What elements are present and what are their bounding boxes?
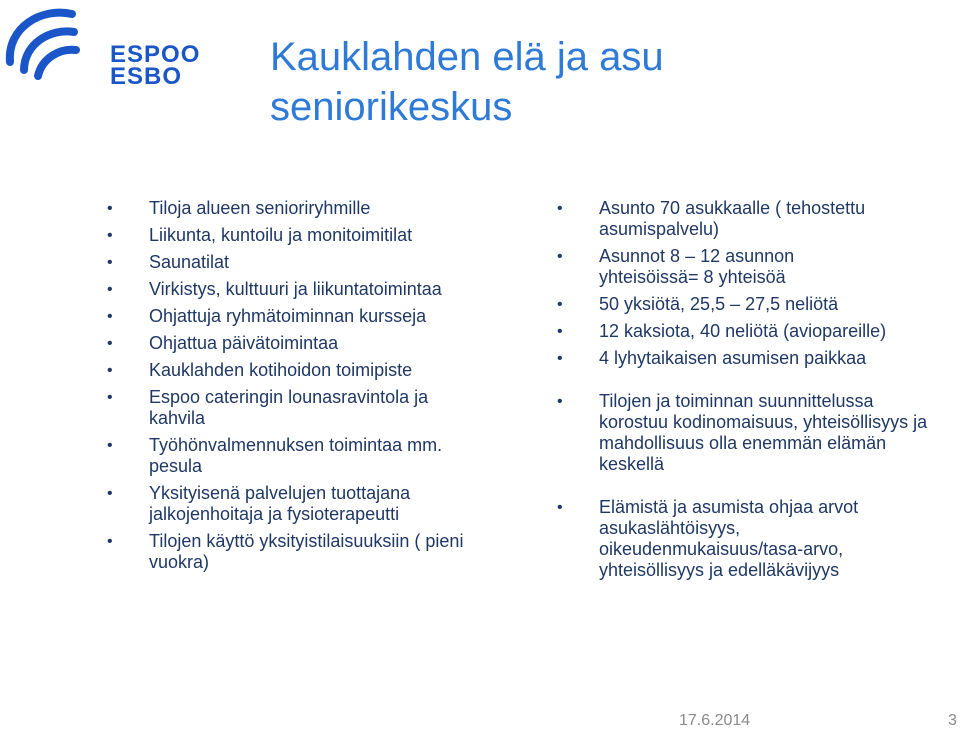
list-item: • Espoo cateringin lounasravintola ja kahvila (107, 387, 469, 429)
list-item: • 12 kaksiota, 40 neliötä (aviopareille) (557, 321, 952, 342)
list-item: • Kauklahden kotihoidon toimipiste (107, 360, 507, 381)
logo-line-espoo: ESPOO (110, 41, 201, 68)
list-item: • Ohjattua päivätoimintaa (107, 333, 507, 354)
list-item: • Saunatilat (107, 252, 507, 273)
list-item: • Tilojen käyttö yksityistilaisuuksiin ( pieni vuokra) (107, 531, 469, 573)
list-item: • Yksityisenä palvelujen tuottajana jalkojenhoitaja ja fysioterapeutti (107, 483, 479, 525)
list-item: • Liikunta, kuntoilu ja monitoimitilat (107, 225, 507, 246)
list-item: • Tiloja alueen senioriryhmille (107, 198, 507, 219)
list-item: • Ohjattuja ryhmätoiminnan kursseja (107, 306, 507, 327)
list-item: • 50 yksiötä, 25,5 – 27,5 neliötä (557, 294, 952, 315)
list-item: • Tilojen ja toiminnan suunnittelussa korostuu kodinomaisuus, yhteisöllisyys ja mahdollisuus olla enemmän elämän keskellä (557, 391, 929, 475)
list-item: • Virkistys, kulttuuri ja liikuntatoimintaa (107, 279, 507, 300)
espoo-logo (2, 2, 202, 92)
title-line-2: seniorikeskus (270, 85, 513, 129)
list-item: • Työhönvalmennuksen toimintaa mm. pesula (107, 435, 489, 477)
list-item: • Elämistä ja asumista ohjaa arvot asukaslähtöisyys, oikeudenmukaisuus/tasa-arvo, yhteisöllisyys ja edelläkävijyys (557, 497, 909, 581)
logo-wordmark (110, 41, 201, 90)
list-item: • 4 lyhytaikaisen asumisen paikkaa (557, 348, 952, 369)
list-item: • Asunto 70 asukkaalle ( tehostettu asumispalvelu) (557, 198, 899, 240)
page-number: 3 (948, 712, 957, 729)
right-bullet-list (557, 198, 952, 587)
title-line-1: Kauklahden elä ja asu (270, 35, 664, 79)
logo-line-esbo: ESBO (110, 63, 183, 90)
page-title (270, 32, 910, 132)
espoo-wave-icon (2, 2, 112, 92)
footer-date: 17.6.2014 (679, 712, 751, 729)
list-item: • Asunnot 8 – 12 asunnon yhteisöissä= 8 yhteisöä (557, 246, 839, 288)
left-bullet-list (107, 198, 507, 579)
